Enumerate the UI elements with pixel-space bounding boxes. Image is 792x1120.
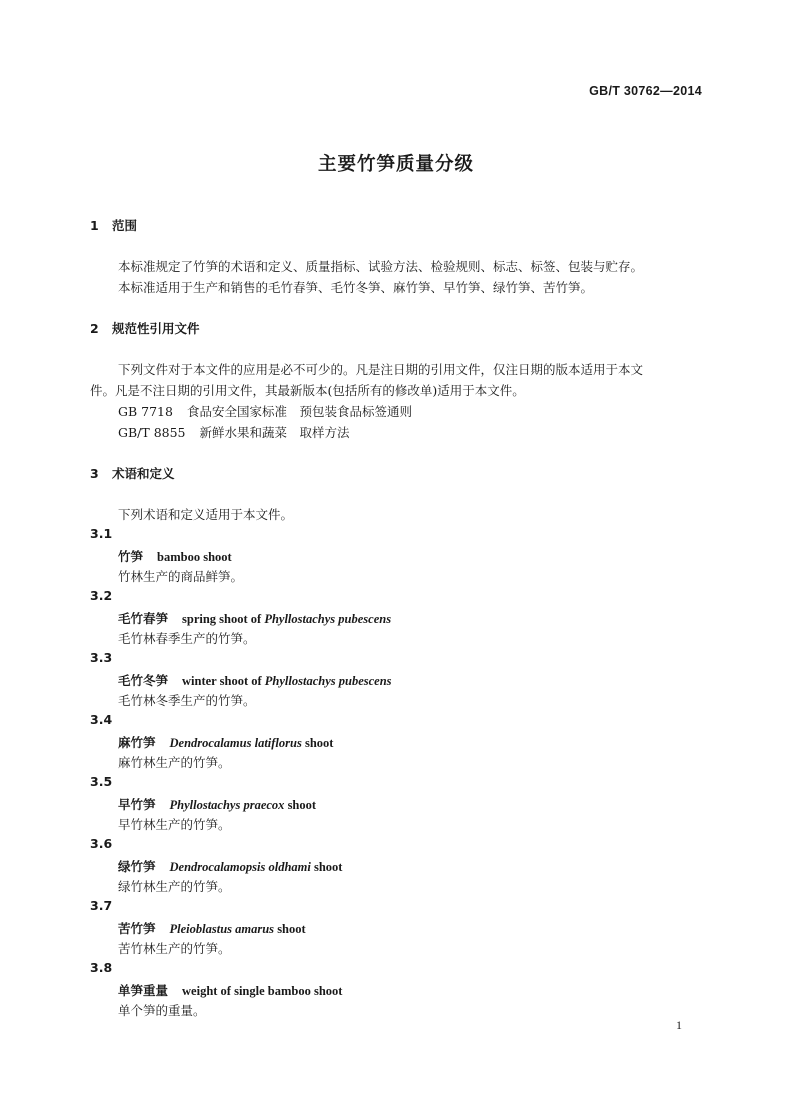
term-chinese: 单笋重量 [118,983,169,998]
section-heading-terms-definitions [90,464,175,482]
section-heading-normative-references [90,319,200,337]
reference-item [118,402,412,420]
reference-code: GB 7718 [118,404,173,419]
reference-item [118,423,350,441]
section-title: 术语和定义 [112,466,175,481]
term-definition: 毛竹林春季生产的竹笋。 [118,631,256,646]
term-english: winter shoot of Phyllostachys pubescens [182,674,392,688]
term-definition: 早竹林生产的竹笋。 [118,817,231,832]
term-definition: 竹林生产的商品鲜笋。 [118,569,244,584]
term-chinese: 毛竹春笋 [118,611,169,626]
paragraph: 下列术语和定义适用于本文件。 [118,507,294,522]
clause-number: 3.7 [90,898,113,913]
standard-code: GB/T 30762—2014 [589,84,702,98]
section-title: 范围 [112,218,138,233]
clause-number: 3.2 [90,588,113,603]
term-entry [118,857,342,875]
clause-number: 3.8 [90,960,113,975]
term-english: Phyllostachys praecox shoot [169,798,317,812]
paragraph: 下列文件对于本文件的应用是必不可少的。凡是注日期的引用文件，仅注日期的版本适用于本文 [118,362,644,377]
clause-number: 3.5 [90,774,113,789]
paragraph-continuation: 件。凡是不注日期的引用文件，其最新版本(包括所有的修改单)适用于本文件。 [90,383,525,398]
term-english: spring shoot of Phyllostachys pubescens [182,612,392,626]
term-chinese: 苦竹笋 [118,921,156,936]
section-title: 规范性引用文件 [112,321,200,336]
term-entry [118,919,306,937]
reference-code: GB/T 8855 [118,425,186,440]
term-definition: 苦竹林生产的竹笋。 [118,941,231,956]
clause-number: 3.4 [90,712,113,727]
paragraph: 本标准规定了竹笋的术语和定义、质量指标、试验方法、检验规则、标志、标签、包装与贮存。 [118,259,644,274]
reference-name: 食品安全国家标准 预包装食品标签通则 [186,404,412,419]
term-entry [118,981,342,999]
term-definition: 毛竹林冬季生产的竹笋。 [118,693,256,708]
clause-number: 3.1 [90,526,113,541]
term-chinese: 竹笋 [118,549,144,564]
term-chinese: 毛竹冬笋 [118,673,169,688]
term-entry [118,733,333,751]
term-definition: 绿竹林生产的竹笋。 [118,879,231,894]
section-number: 2 [90,321,99,336]
term-english: bamboo shoot [157,550,232,564]
term-english: Dendrocalamopsis oldhami shoot [169,860,343,874]
term-chinese: 早竹笋 [118,797,156,812]
section-heading-scope [90,216,137,234]
term-entry [118,609,391,627]
term-chinese: 麻竹笋 [118,735,156,750]
term-english: Dendrocalamus latiflorus shoot [169,736,334,750]
term-entry [118,547,232,565]
term-definition: 麻竹林生产的竹笋。 [118,755,231,770]
section-number: 1 [90,218,99,233]
page-number: 1 [676,1018,682,1032]
section-number: 3 [90,466,99,481]
reference-name: 新鲜水果和蔬菜 取样方法 [199,425,350,440]
term-english: Pleioblastus amarus shoot [169,922,306,936]
term-entry [118,671,392,689]
document-title: 主要竹笋质量分级 [317,154,474,175]
term-chinese: 绿竹笋 [118,859,156,874]
term-english: weight of single bamboo shoot [182,984,343,998]
term-definition: 单个笋的重量。 [118,1003,206,1018]
clause-number: 3.3 [90,650,113,665]
term-entry [118,795,316,813]
paragraph: 本标准适用于生产和销售的毛竹春笋、毛竹冬笋、麻竹笋、早竹笋、绿竹笋、苦竹笋。 [118,280,594,295]
clause-number: 3.6 [90,836,113,851]
